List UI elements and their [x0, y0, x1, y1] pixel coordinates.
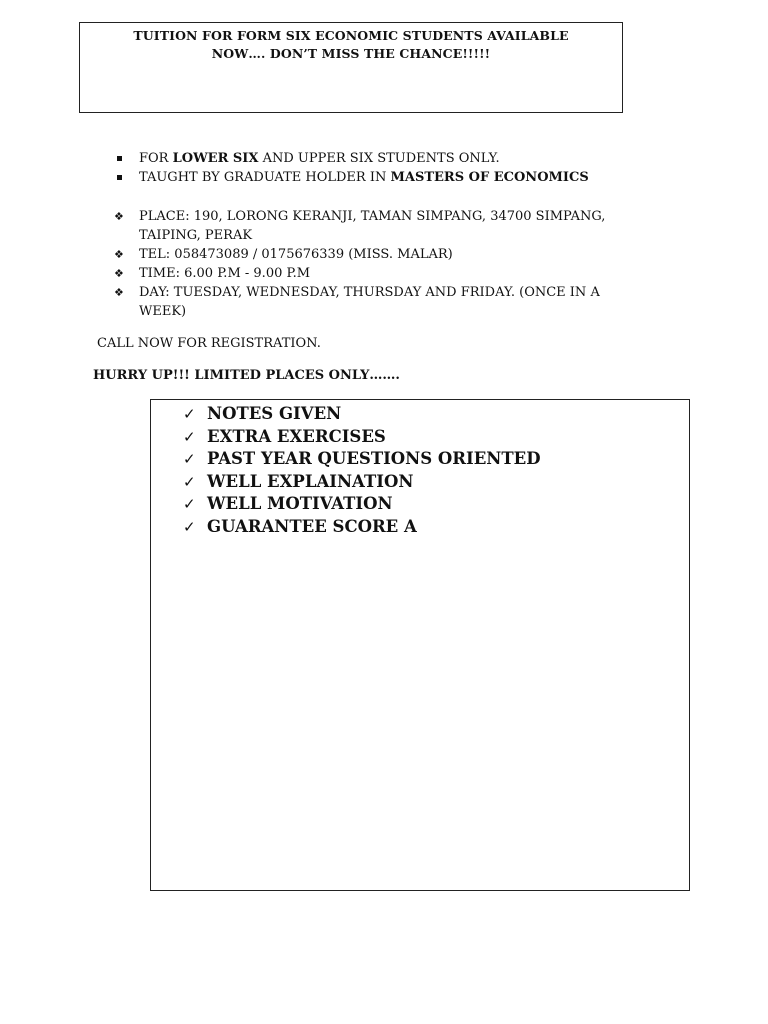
diamond-bullet-icon: ❖: [114, 210, 124, 223]
features-box: [150, 399, 690, 891]
feature-item: ✓ PAST YEAR QUESTIONS ORIENTED: [183, 448, 541, 471]
headline-box: [79, 22, 623, 113]
headline-line-1: TUITION FOR FORM SIX ECONOMIC STUDENTS AVAILABLE: [133, 28, 569, 43]
features-list: [183, 403, 541, 538]
hurry-text: HURRY UP!!! LIMITED PLACES ONLY…….: [93, 368, 400, 383]
checkmark-icon: ✓: [183, 450, 196, 468]
headline-line-2: NOW…. DON’T MISS THE CHANCE!!!!!: [211, 46, 491, 61]
diamond-bullet-icon: ❖: [114, 248, 124, 261]
checkmark-icon: ✓: [183, 495, 196, 513]
place-line-1: PLACE: 190, LORONG KERANJI, TAMAN SIMPANG, 34700 SIMPANG,: [139, 209, 606, 224]
feature-item: ✓ WELL EXPLAINATION: [183, 471, 541, 494]
list-item: TAUGHT BY GRADUATE HOLDER IN MASTERS OF ECONOMICS: [112, 168, 639, 187]
list-item: [112, 207, 639, 245]
checkmark-icon: ✓: [183, 405, 196, 423]
time-text: TIME: 6.00 P.M - 9.00 P.M: [139, 266, 311, 281]
audience-list: [112, 149, 639, 187]
list-item: [112, 245, 639, 264]
details-list: [112, 207, 639, 321]
checkmark-icon: ✓: [183, 472, 196, 491]
square-bullet-icon: [117, 156, 122, 161]
diamond-bullet-icon: ❖: [114, 286, 124, 299]
feature-item: ✓ EXTRA EXERCISES: [183, 426, 541, 449]
tel-text: TEL: 058473089 / 0175676339 (MISS. MALAR): [139, 247, 453, 262]
list-item: FOR LOWER SIX AND UPPER SIX STUDENTS ONLY.: [112, 149, 639, 168]
place-line-2: TAIPING, PERAK: [139, 228, 253, 243]
day-line-1: DAY: TUESDAY, WEDNESDAY, THURSDAY AND FRIDAY. (ONCE IN A: [139, 285, 600, 300]
checkmark-icon: ✓: [183, 517, 196, 536]
feature-item: ✓ GUARANTEE SCORE A: [183, 516, 541, 539]
feature-item: ✓ WELL MOTIVATION: [183, 493, 541, 516]
square-bullet-icon: [117, 175, 122, 180]
day-line-2: WEEK): [139, 304, 187, 319]
call-text: CALL NOW FOR REGISTRATION.: [97, 336, 321, 351]
list-item: [112, 283, 639, 321]
diamond-bullet-icon: ❖: [114, 267, 124, 280]
feature-item: ✓ NOTES GIVEN: [183, 403, 541, 426]
list-item: [112, 264, 639, 283]
checkmark-icon: ✓: [183, 427, 196, 446]
